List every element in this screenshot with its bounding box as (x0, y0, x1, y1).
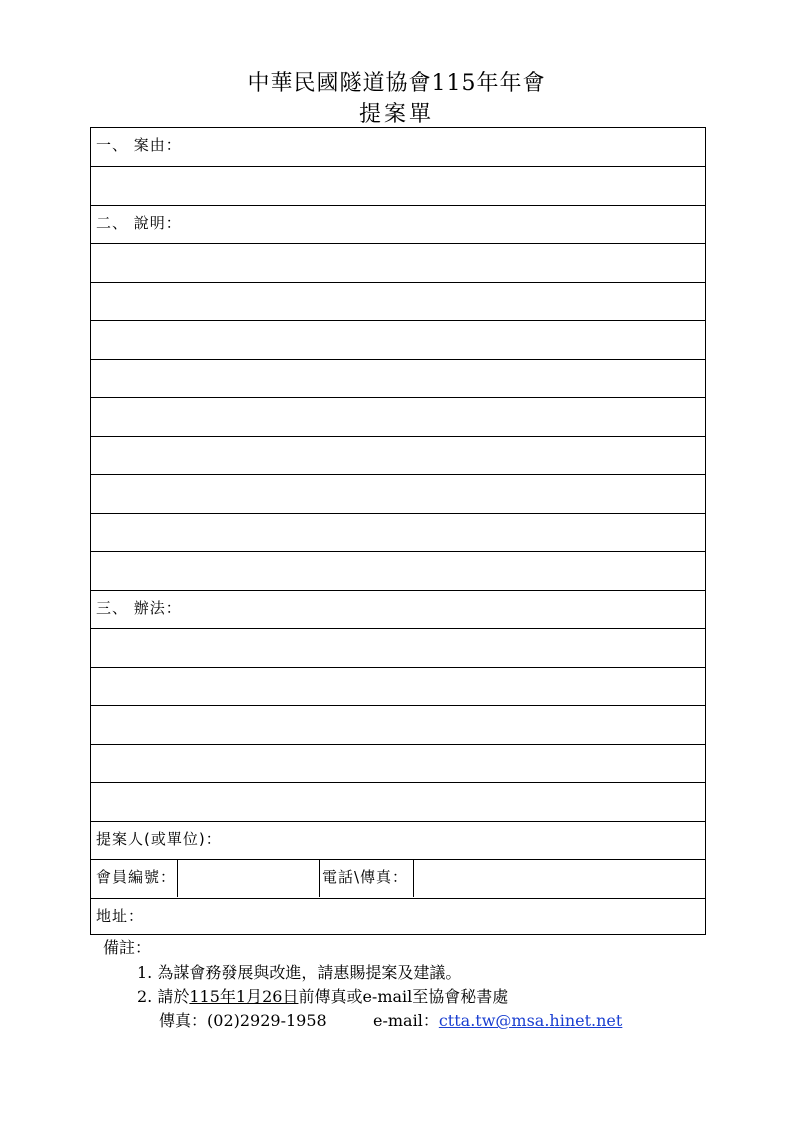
description-input-row[interactable] (91, 436, 705, 474)
method-input-row[interactable] (91, 667, 705, 705)
method-input-row[interactable] (91, 628, 705, 666)
note-item-2-prefix: 2. 請於 (137, 987, 190, 1006)
description-input-row[interactable] (91, 359, 705, 397)
member-no-label: 會員編號： (96, 868, 177, 886)
phone-fax-label: 電話\傳真： (322, 868, 409, 886)
method-input-row[interactable] (91, 744, 705, 782)
description-input-row[interactable] (91, 474, 705, 512)
notes-heading: 備註： (103, 938, 152, 957)
description-label: 二、 說明： (96, 214, 182, 232)
description-input-row[interactable] (91, 282, 705, 320)
address-label: 地址： (96, 907, 145, 925)
member-no-field[interactable] (178, 860, 319, 897)
fax-number: (02)2929-1958 (207, 1011, 327, 1030)
deadline-date: 115年1月26日 (189, 987, 299, 1006)
phone-fax-field[interactable] (414, 860, 705, 897)
member-contact-row (91, 859, 705, 897)
method-label-row (91, 590, 705, 628)
reason-label: 一、 案由： (96, 136, 182, 154)
method-input-row[interactable] (91, 705, 705, 743)
description-input-row[interactable] (91, 551, 705, 589)
page-title: 中華民國隧道協會115年年會 (247, 71, 546, 96)
note-item-1: 1. 為謀會務發展與改進，請惠賜提案及建議。 (137, 963, 462, 982)
note-item-2-suffix: 前傳真或e-mail至協會秘書處 (298, 987, 509, 1006)
fax-label: 傳真： (159, 1011, 208, 1030)
email-line (373, 1009, 622, 1033)
column-divider (319, 860, 320, 897)
description-label-row (91, 205, 705, 243)
page-subtitle: 提案單 (358, 102, 434, 127)
description-input-row[interactable] (91, 320, 705, 358)
note-item-2 (137, 985, 508, 1009)
method-label: 三、 辦法： (96, 599, 182, 617)
reason-input-row[interactable] (91, 166, 705, 204)
description-input-row[interactable] (91, 243, 705, 281)
method-input-row[interactable] (91, 782, 705, 820)
description-input-row[interactable] (91, 513, 705, 551)
proposer-row[interactable] (91, 821, 705, 859)
proposal-form (90, 127, 706, 935)
email-label: e-mail： (373, 1011, 439, 1030)
email-link[interactable]: ctta.tw@msa.hinet.net (438, 1011, 623, 1030)
fax-line (159, 1009, 327, 1033)
address-row[interactable] (91, 898, 705, 936)
reason-label-row (91, 128, 705, 166)
proposer-label: 提案人(或單位)： (96, 830, 222, 848)
description-input-row[interactable] (91, 397, 705, 435)
